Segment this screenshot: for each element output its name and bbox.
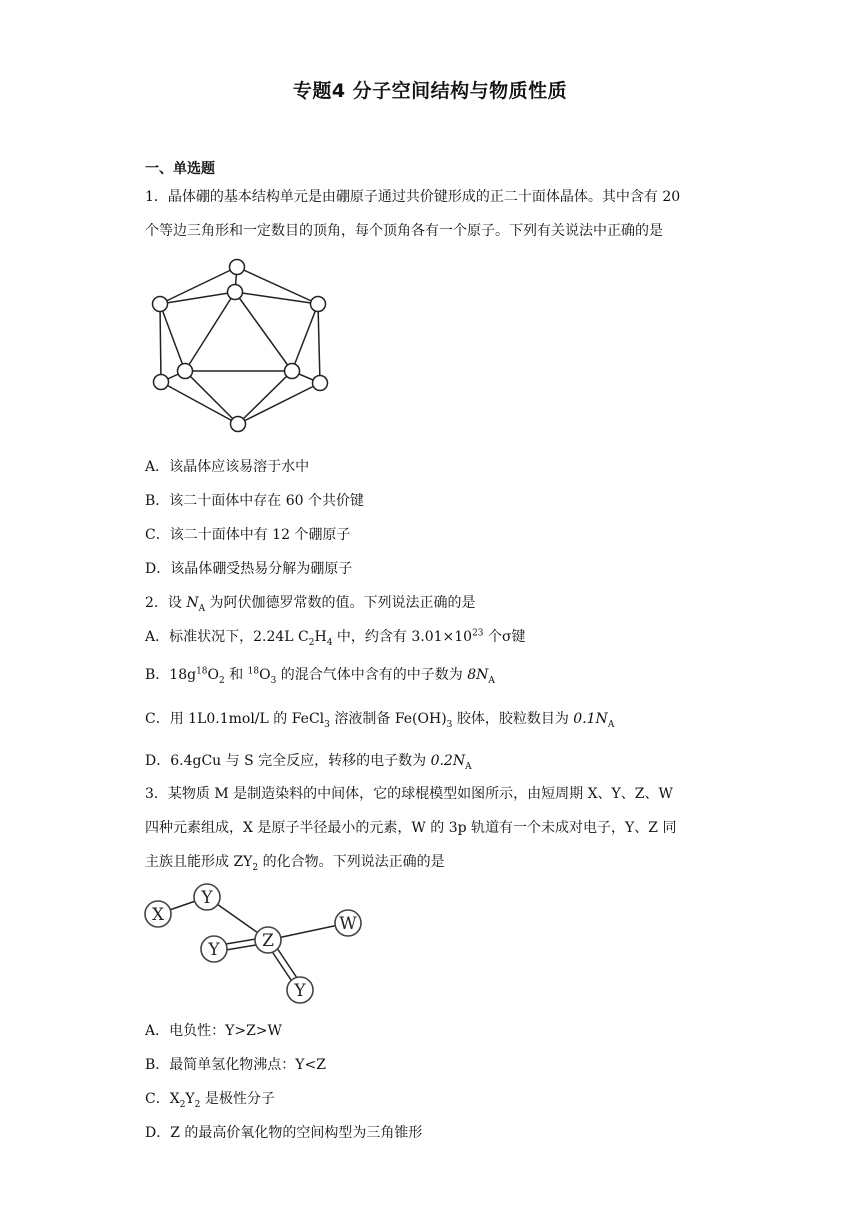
ball-stick-model xyxy=(140,880,370,1005)
q1-option-b: B．该二十面体中存在 60 个共价键 xyxy=(145,493,365,509)
q2-option-a: A．标准状况下，2.24L $C_2H_4$ 中，约含有 $3.01\times 10^{23}$ 个σ键 xyxy=(145,628,526,648)
boron-atom xyxy=(231,417,246,432)
boron-atom xyxy=(154,375,169,390)
boron-atom xyxy=(313,376,328,391)
atom-y-bottom-label: Y xyxy=(294,981,306,1001)
q1-option-a: A．该晶体应该易溶于水中 xyxy=(145,459,310,475)
boron-atom xyxy=(311,297,326,312)
q2-stem: 2．设 $N_A$ 为阿伏伽德罗常数的值。下列说法正确的是 xyxy=(145,595,476,614)
icosahedron-diagram xyxy=(145,255,345,435)
q1-option-c: C．该二十面体中有 12 个硼原子 xyxy=(145,527,351,543)
q3-option-c: C．$X_2Y_2$ 是极性分子 xyxy=(145,1091,275,1110)
boron-atom xyxy=(285,364,300,379)
boron-atom xyxy=(228,285,243,300)
atom-x-label: X xyxy=(151,905,165,925)
q3-option-d: D．Z 的最高价氧化物的空间构型为三角锥形 xyxy=(145,1125,423,1141)
atom-z-label: Z xyxy=(262,931,274,951)
q2-option-d: D．6.4gCu 与 S 完全反应，转移的电子数为 $0.2N_A$ xyxy=(145,753,472,772)
atom-y-left-label: Y xyxy=(208,940,220,960)
boron-atom xyxy=(178,364,193,379)
q3-option-a: A．电负性：Y>Z>W xyxy=(145,1023,282,1039)
boron-atom xyxy=(153,297,168,312)
section-heading: 一、单选题 xyxy=(145,161,215,177)
q3-stem-line1: 3．某物质 M 是制造染料的中间体，它的球棍模型如图所示，由短周期 X、Y、Z、W xyxy=(145,786,673,802)
q3-option-b: B．最简单氢化物沸点：Y<Z xyxy=(145,1057,326,1073)
q1-stem-line1: 1．晶体硼的基本结构单元是由硼原子通过共价键形成的正二十面体晶体。其中含有 20 xyxy=(145,189,681,205)
boron-atom xyxy=(230,260,245,275)
q1-stem-line2: 个等边三角形和一定数目的顶角，每个顶角各有一个原子。下列有关说法中正确的是 xyxy=(145,223,663,239)
q2-option-c: C．用 1L0.1mol/L 的 FeCl$_3$ 溶液制备 $Fe(OH)_3$ 胶体，胶粒数目为 $0.1N_A$ xyxy=(145,711,615,730)
q3-stem-line3: 主族且能形成 $ZY_2$ 的化合物。下列说法正确的是 xyxy=(145,854,445,873)
model-bonds xyxy=(158,897,348,989)
q3-stem-line2: 四种元素组成，X 是原子半径最小的元素，W 的 3p 轨道有一个未成对电子，Y、Z 同 xyxy=(145,820,677,836)
atom-w-label: W xyxy=(339,914,357,934)
atom-y-top-label: Y xyxy=(201,888,213,908)
q2-option-b: B．$18g^{18}O_2$ 和 $^{18}O_3$ 的混合气体中含有的中子数为 $8N_A$ xyxy=(145,666,495,686)
q1-option-d: D．该晶体硼受热易分解为硼原子 xyxy=(145,561,353,577)
page-title: 专题4 分子空间结构与物质性质 xyxy=(292,80,568,102)
